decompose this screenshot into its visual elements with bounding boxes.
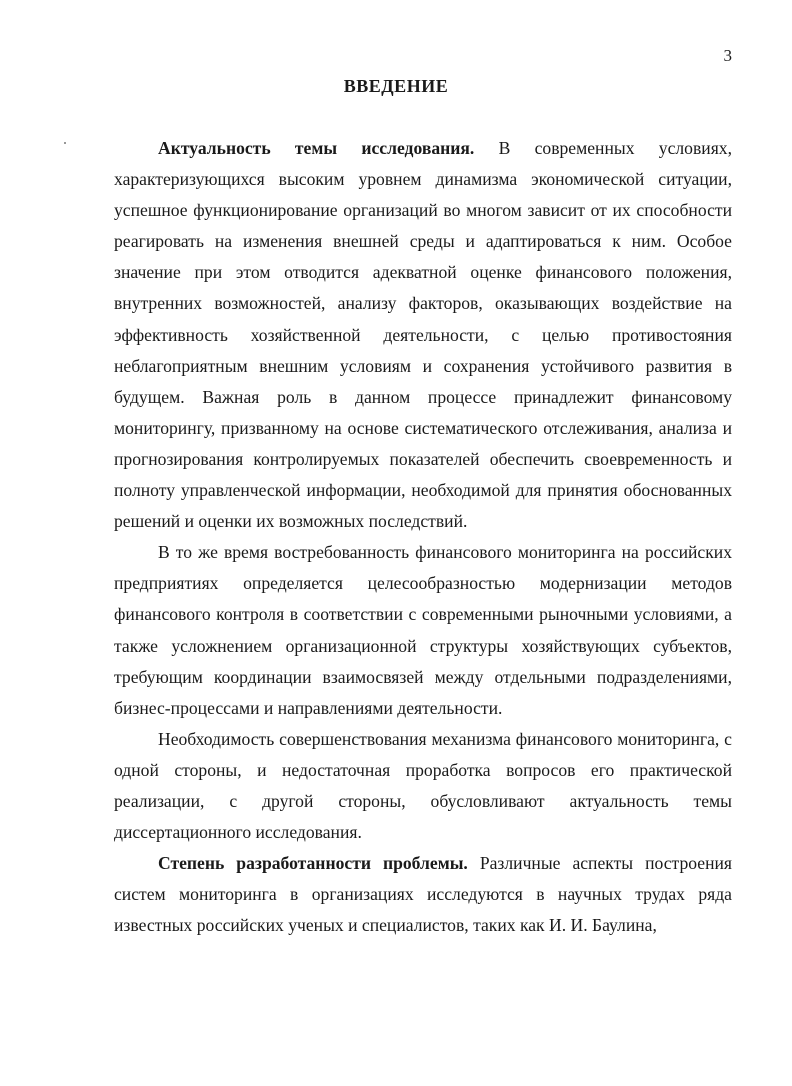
paragraph-lead: Степень разработанности проблемы. (158, 853, 468, 874)
paragraph-text: В то же время востребованность финансового мониторинга на российских предприятиях определяется целесообразностью модернизации методов финансового контроля в соответствии с современными рыночными условиями, а также усложнением организационной структуры хозяйствующих субъектов, требующим координации взаимосвязей между отдельными подразделениями, бизнес-процессами и направлениями деятельности. (114, 542, 732, 718)
margin-mark (64, 142, 66, 144)
paragraph-text: Различные аспекты построения систем мониторинга в организациях исследуются в научных трудах ряда известных российских ученых и специалистов, таких как И. И. Баулина, (114, 853, 732, 936)
paragraph-development-degree (114, 848, 732, 941)
paragraph-relevance (114, 133, 732, 537)
page-number: 3 (723, 46, 732, 65)
section-heading: ВВЕДЕНИЕ (343, 76, 449, 96)
body-text (114, 133, 732, 941)
paragraph-lead: Актуальность темы исследования. (158, 138, 475, 158)
paragraph-demand (114, 537, 732, 724)
paragraph-text: В современных условиях, характеризующихся высоким уровнем динамизма экономической ситуации, успешное функционирование организаций во многом зависит от их способности реагировать на изменения внешней среды и адаптироваться к ним. Особое значение при этом отводится адекватной оценке финансового положения, внутренних возможностей, анализу факторов, оказывающих воздействие на эффективность хозяйственной деятельности, с целью противостояния неблагоприятным внешним условиям и сохранения устойчивого развития в будущем. Важная роль в данном процессе принадлежит финансовому мониторингу, призванному на основе систематического отслеживания, анализа и прогнозирования контролируемых показателей обеспечить своевременность и полноту управленческой информации, необходимой для принятия обоснованных решений и оценки их возможных последствий. (114, 138, 732, 532)
paragraph-text: Необходимость совершенствования механизма финансового мониторинга, с одной стороны, и недостаточная проработка вопросов его практической реализации, с другой стороны, обусловливают актуальность темы диссертационного исследования. (114, 728, 732, 843)
paragraph-necessity (114, 724, 732, 848)
